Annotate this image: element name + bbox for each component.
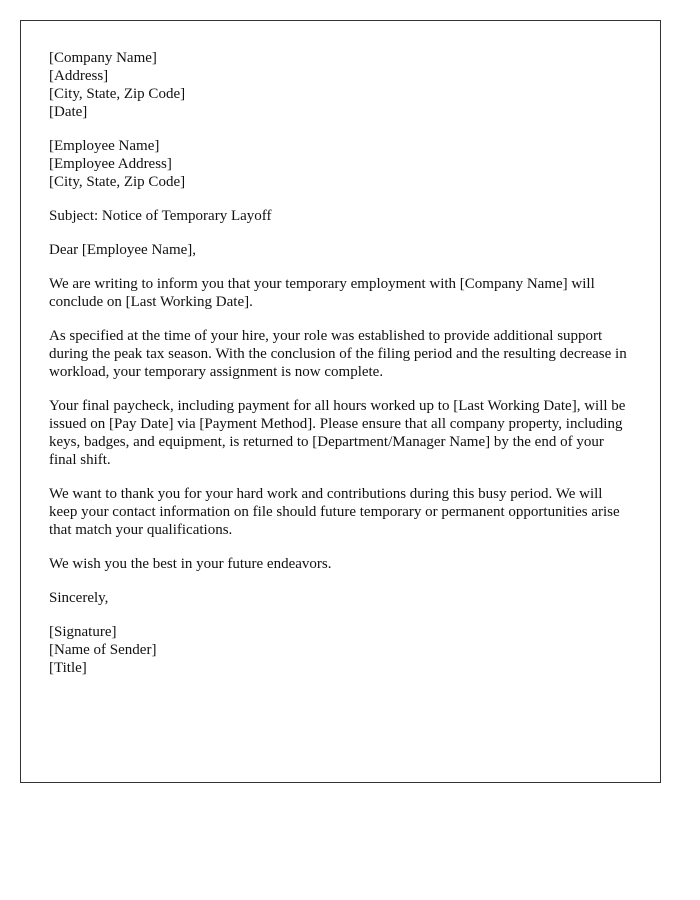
recipient-name: [Employee Name] xyxy=(49,138,160,154)
recipient-address: [Employee Address] xyxy=(49,156,172,172)
sender-name: [Name of Sender] xyxy=(49,642,157,658)
body-paragraph: Your final paycheck, including payment for all hours worked up to [Last Working Date], will be issued on [Pay Date] via [Payment Method]. Please ensure that all company property, including keys, badges, and equipment, is returned to [Department/Manager Name] by the end of your final shift. xyxy=(49,398,626,468)
recipient-address-block xyxy=(49,137,632,191)
body-paragraph: As specified at the time of your hire, your role was established to provide additional support during the peak tax season. With the conclusion of the filing period and the resulting decrease in workload, your temporary assignment is now complete. xyxy=(49,328,627,380)
subject-line: Subject: Notice of Temporary Layoff xyxy=(49,208,272,224)
sender-address-block xyxy=(49,49,632,121)
closing: Sincerely, xyxy=(49,590,109,606)
signature-block xyxy=(49,623,632,677)
letter-document xyxy=(20,20,661,783)
body-paragraph: We are writing to inform you that your temporary employment with [Company Name] will conclude on [Last Working Date]. xyxy=(49,276,595,310)
recipient-city: [City, State, Zip Code] xyxy=(49,174,186,190)
letter-date: [Date] xyxy=(49,104,88,120)
sender-address: [Address] xyxy=(49,68,109,84)
signature: [Signature] xyxy=(49,624,117,640)
body-paragraph: We want to thank you for your hard work and contributions during this busy period. We will keep your contact information on file should future temporary or permanent opportunities arise that match your qualifications. xyxy=(49,486,620,538)
sender-city: [City, State, Zip Code] xyxy=(49,86,186,102)
body-paragraph: We wish you the best in your future endeavors. xyxy=(49,556,332,572)
sender-company: [Company Name] xyxy=(49,50,157,66)
sender-title: [Title] xyxy=(49,660,87,676)
salutation: Dear [Employee Name], xyxy=(49,242,197,258)
